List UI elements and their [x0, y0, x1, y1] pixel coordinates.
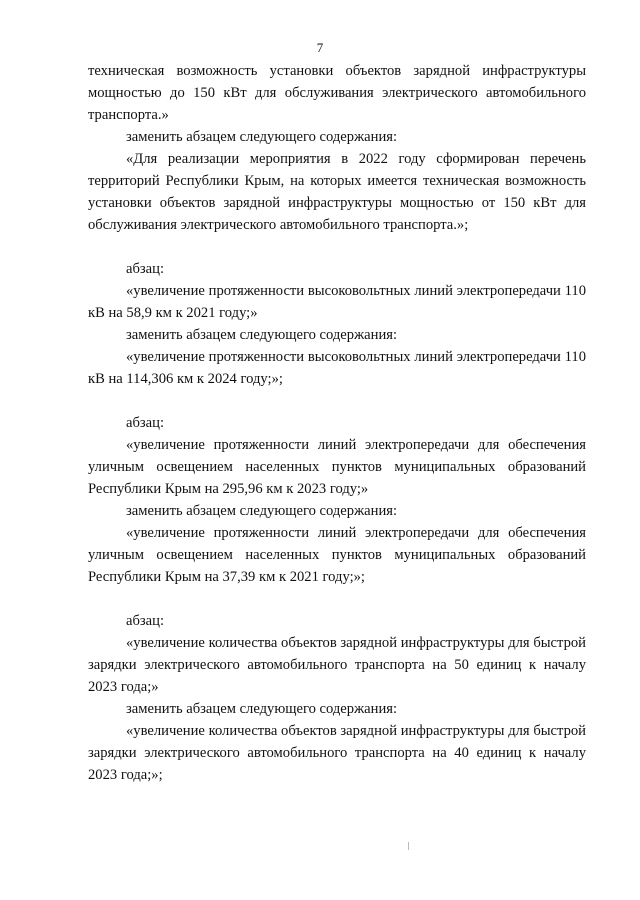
paragraph: «увеличение количества объектов зарядной инфраструктуры для быстрой зарядки электрического автомобильного транспорта на 50 единиц к началу 2023 года;» [88, 635, 586, 695]
paragraph-gap [88, 236, 586, 258]
paragraph: заменить абзацем следующего содержания: [126, 327, 398, 343]
paragraph-gap [88, 588, 586, 610]
paragraph: техническая возможность установки объектов зарядной инфраструктуры мощностью до 150 кВт для обслуживания электрического автомобильного транспорта.» [88, 63, 586, 123]
paragraph: «увеличение протяженности высоковольтных линий электропередачи 110 кВ на 58,9 км к 2021 году;» [88, 283, 586, 321]
scan-artifact [408, 842, 409, 850]
document-body [88, 60, 586, 786]
paragraph-gap [88, 390, 586, 412]
page-number: 7 [316, 40, 324, 55]
paragraph: заменить абзацем следующего содержания: [126, 701, 398, 717]
paragraph: заменить абзацем следующего содержания: [126, 503, 398, 519]
paragraph: абзац: [126, 613, 165, 629]
paragraph: «увеличение количества объектов зарядной инфраструктуры для быстрой зарядки электрического автомобильного транспорта на 40 единиц к началу 2023 года;»; [88, 723, 586, 783]
paragraph: «Для реализации мероприятия в 2022 году сформирован перечень территорий Республики Крым, на которых имеется техническая возможность установки объектов зарядной инфраструктуры мощностью от 150 кВт для обслуживания электрического автомобильного транспорта.»; [88, 151, 586, 233]
paragraph: «увеличение протяженности линий электропередачи для обеспечения уличным освещением населенных пунктов муниципальных образований Республики Крым на 295,96 км к 2023 году;» [88, 437, 586, 497]
paragraph: заменить абзацем следующего содержания: [126, 129, 398, 145]
paragraph: «увеличение протяженности высоковольтных линий электропередачи 110 кВ на 114,306 км к 2024 году;»; [88, 349, 586, 387]
paragraph: абзац: [126, 415, 165, 431]
paragraph: «увеличение протяженности линий электропередачи для обеспечения уличным освещением населенных пунктов муниципальных образований Республики Крым на 37,39 км к 2021 году;»; [88, 525, 586, 585]
paragraph: абзац: [126, 261, 165, 277]
